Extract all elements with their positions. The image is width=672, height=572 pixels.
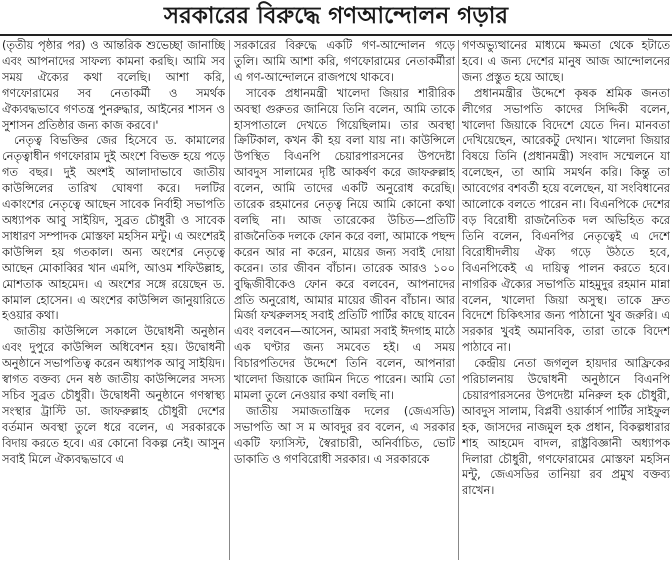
column-divider (229, 40, 230, 560)
column-1-paragraph-1: (তৃতীয় পৃষ্ঠার পর) ও আন্তরিক শুভেচ্ছা জানাচ্ছি এবং আপনাদের সাফল্য কামনা করছি। আমি সব সময় ঐক্যের কথা বলেছি। আশা করি, গণফোরামের সব নেতাকর্মী ও সমর্থক ঐক্যবদ্ধভাবে গণতন্ত্র পুনরুদ্ধার, আইনের শাসন ও সুশাসন প্রতিষ্ঠার জন্য কাজ করবে।' (2, 39, 225, 132)
column-1-paragraph-3: জাতীয় কাউন্সিলে সকালে উদ্বোধনী অনুষ্ঠান এবং দুপুরে কাউন্সিল অধিবেশন হয়। উদ্বোধনী অনুষ্ঠানে সভাপতিত্ব করেন অধ্যাপক আবু সাইয়িদ। স্বাগত বক্তব্য দেন ষষ্ঠ জাতীয় কাউন্সিলের সদস্য সচিব সুব্রত চৌধুরী। উদ্বোধনী অনুষ্ঠানে গণস্বাস্থ্য সংস্থার ট্রাস্টি ডা. জাফরুল্লাহ চৌধুরী দেশের বর্তমান অবস্থা তুলে ধরে বলেন, এ সরকারকে বিদায় করতে হবে। এর কোনো বিকল্প নেই। আসুন সবাই মিলে ঐক্যবদ্ধভাবে এ (2, 325, 225, 466)
column-3-paragraph-1: গণঅভ্যুত্থানের মাধ্যমে ক্ষমতা থেকে হটাতে হবে। এ জন্য দেশের মানুষ আজ আন্দোলনের জন্য প্রস্তুত হয়ে আছে। (462, 39, 670, 84)
article-column-1 (2, 38, 225, 560)
column-3-paragraph-2: প্রধানমন্ত্রীর উদ্দেশে কৃষক শ্রমিক জনতা লীগের সভাপতি কাদের সিদ্দিকী বলেন, খালেদা জিয়াকে বিদেশে যেতে দিন। মানবতা দেখিয়েছেন, আরেকটু দেখান। খালেদা জিয়ার বিষয়ে তিনি (প্রধানমন্ত্রী) সংবাদ সম্মেলনে যা বলেছেন, তা আমি সমর্থন করি। কিন্তু তা আবেগের বশবর্তী হয়ে বলেছেন, যা সংবিধানের আলোকে বলতে পারেন না। বিএনপিকে দেশের বড় বিরোধী রাজনৈতিক দল অভিহিত করে তিনি বলেন, বিএনপির নেতৃত্বেই এ দেশে বিরোধীদলীয় ঐক্য গড়ে উঠতে হবে, বিএনপিকেই এ দায়িত্ব পালন করতে হবে। নাগরিক ঐক্যের সভাপতি মাহমুদুর রহমান মান্না বলেন, খালেদা জিয়া অসুস্থ। তাকে দ্রুত বিদেশে চিকিৎসার জন্য পাঠানো খুব জরুরি। এ সরকার খুবই অমানবিক, তারা তাকে বিদেশ পাঠাবে না। (462, 86, 670, 355)
column-divider (458, 40, 459, 560)
column-2-paragraph-2: সাবেক প্রধানমন্ত্রী খালেদা জিয়ার শারীরিক অবস্থা গুরুতর জানিয়ে তিনি বলেন, আমি তাকে হাসপাতালে দেখতে গিয়েছিলাম। তার অবস্থা ক্রিটিকাল, কখন কী হয় বলা যায় না। কাউন্সিলে উপস্থিত বিএনপি চেয়ারপারসনের উপদেষ্টা আবদুস সালামের দৃষ্টি আকর্ষণ করে জাফরুল্লাহ বলেন, আমি তাদের একটি অনুরোধ করেছি। তারেক রহমানের নেতৃত্ব নিয়ে আমি কোনো কথা বলছি না। আজ তারেকের উচিত—প্রতিটি রাজনৈতিক দলকে ফোন করে বলা, আমাকে পছন্দ করেন আর না করেন, মায়ের জন্য সবাই দোয়া করেন। তার জীবন বাঁচান। তারেক আরও ১০০ বুদ্ধিজীবীকেও ফোন করে বলবেন, আপনাদের প্রতি অনুরোধ, আমার মায়ের জীবন বাঁচান। আর মির্জা ফখরুলসহ সবাই প্রতিটি পার্টির কাছে যাবেন এবং বলবেন—আসেন, আমরা সবাই ঈদগাহ মাঠে এক ঘণ্টার জন্য সমবেত হই। এ সময় বিচারপতিদের উদ্দেশে তিনি বলেন, আপনারা খালেদা জিয়াকে জামিন দিতে পারেন। আমি তো মামলা তুলে নেওয়ার কথা বলছি না। (234, 86, 455, 402)
column-2-paragraph-1: সরকারের বিরুদ্ধে একটি গণ-আন্দোলন গড়ে তুলি। আমি আশা করি, গণফোরামের নেতাকর্মীরা এ গণ-আন্দোলনে রাজপথে থাকবে। (234, 39, 455, 84)
column-3-paragraph-3: কেন্দ্রীয় নেতা জগলুল হায়দার আফ্রিকের পরিচালনায় উদ্বোধনী অনুষ্ঠানে বিএনপি চেয়ারপারসনের উপদেষ্টা মনিরুল হক চৌধুরী, আবদুস সালাম, বিপ্লবী ওয়ার্কার্স পার্টির সাইফুল হক, জাসদের নাজমুল হক প্রধান, বিকল্পধারার শাহ আহমেদ বাদল, রাষ্ট্রবিজ্ঞানী অধ্যাপক দিলারা চৌধুরী, গণফোরামের মোস্তফা মহসিন মন্টু, জেএসডির তানিয়া রব প্রমুখ বক্তব্য রাখেন। (462, 357, 670, 498)
article-column-2 (234, 38, 455, 560)
headline-rule (0, 34, 672, 36)
headline: সরকারের বিরুদ্ধে গণআন্দোলন গড়ার (163, 3, 509, 29)
column-1-paragraph-2: নেতৃত্ব বিভক্তির জের হিসেবে ড. কামালের নেতৃত্বাধীন গণফোরাম দুই অংশে বিভক্ত হয়ে পড়ে গত বছর। দুই অংশই আলাদাভাবে জাতীয় কাউন্সিলের তারিখ ঘোষণা করে। দলটির একাংশের নেতৃত্বে আছেন সাবেক নির্বাহী সভাপতি অধ্যাপক আবু সাইয়িদ, সুব্রত চৌধুরী ও সাবেক সাধারণ সম্পাদক মোস্তফা মহসিন মন্টু। এ অংশেরই কাউন্সিল হয় গতকাল। অন্য অংশের নেতৃত্বে আছেন মোকাব্বির খান এমপি, আওম শফিউল্লাহ, মোশতাক আহমেদ। এ অংশের সঙ্গে রয়েছেন ড. কামাল হোসেন। এ অংশের কাউন্সিল জানুয়ারিতে হওয়ার কথা। (2, 134, 225, 323)
column-2-paragraph-3: জাতীয় সমাজতান্ত্রিক দলের (জেএসডি) সভাপতি আ স ম আবদুর রব বলেন, এ সরকার একটি ফ্যাসিস্ট, স্বৈরাচারী, অনির্বাচিত, ভোট ডাকাতি ও গণবিরোধী সরকার। এ সরকারকে (234, 404, 455, 466)
article-column-3 (462, 38, 670, 560)
